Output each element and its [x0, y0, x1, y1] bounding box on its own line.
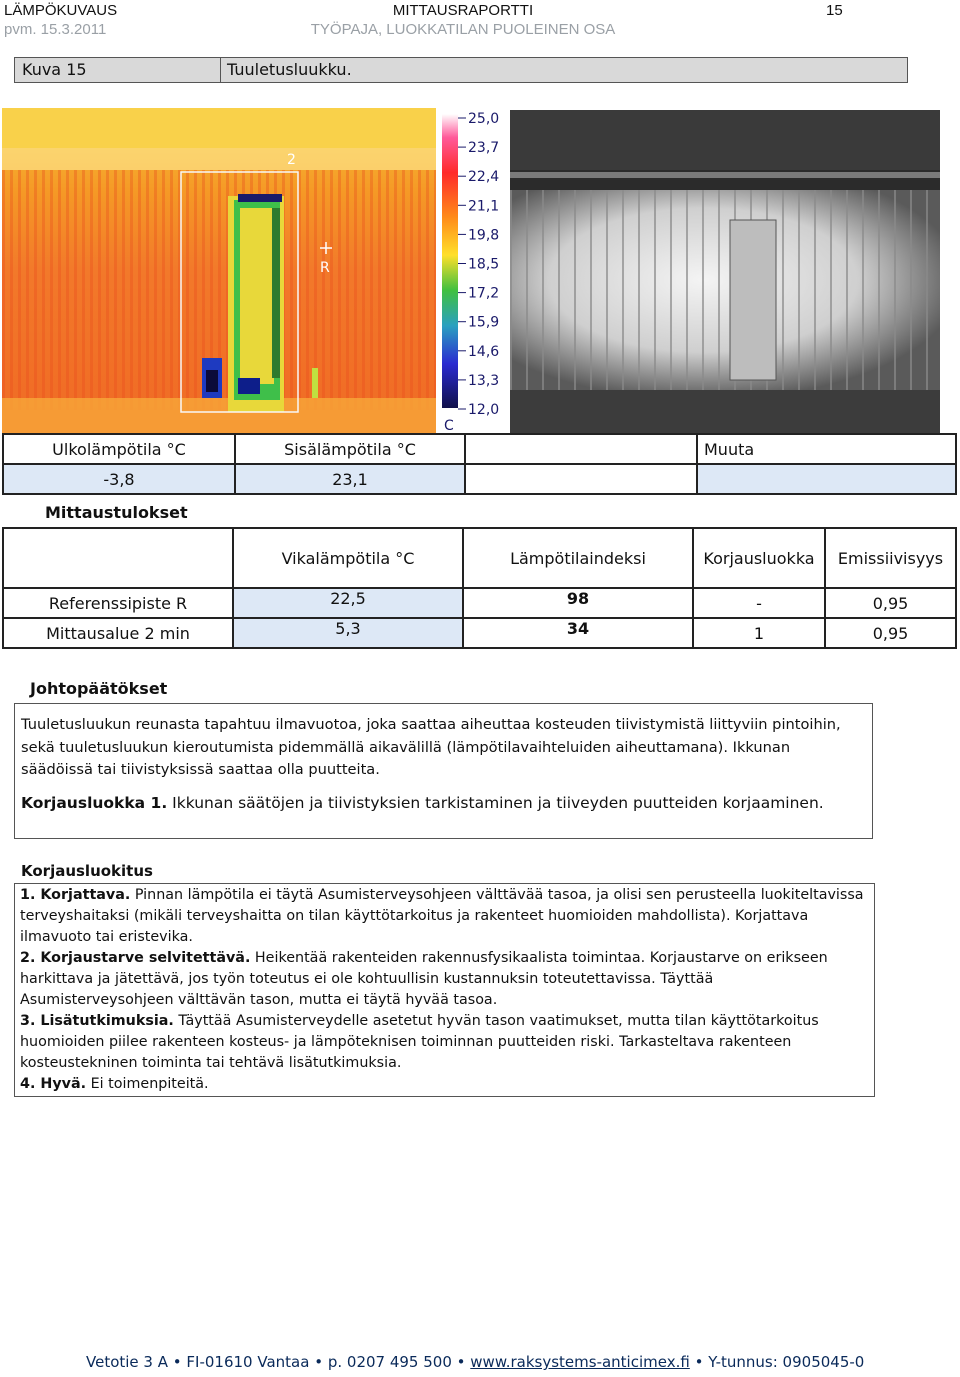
row-name: Referenssipiste R [3, 588, 233, 618]
scale-tick-label: 25,0 [468, 111, 500, 127]
list-item [20, 1074, 869, 1095]
scale-tick-label: 12,0 [468, 402, 500, 418]
classes-title: Korjausluokitus [21, 862, 153, 880]
scale-tick-label: 22,4 [468, 169, 500, 186]
class-text: Pinnan lämpötila ei täytä Asumisterveysohjeen välttävää tasoa, ja olisi sen perusteella luokiteltavissa terveyshaitaksi (mikäli terveyshaitta on tilan käyttötarkoitus ja rakenteet huomioiden mahdollista). Korjattava ilmavuoto tai eristevika. [20, 887, 864, 945]
scale-tick-label: 15,9 [468, 314, 500, 331]
thermal-area-marker: 2 [287, 152, 296, 168]
indoor-temp-value: 23,1 [235, 464, 465, 494]
row-name: Mittausalue 2 min [3, 618, 233, 648]
other-label: Muuta [697, 434, 956, 464]
conclusion-class-text: Ikkunan säätöjen ja tiivistyksien tarkistaminen ja tiiveyden puutteiden korjaaminen. [167, 793, 824, 812]
scale-unit: C [444, 418, 454, 434]
classes-box [14, 883, 875, 1097]
repair-class-value: 1 [693, 618, 825, 648]
thermal-image [2, 108, 436, 434]
class-text: Heikentää rakenteiden rakennusfysikaalista toimintaa. Korjaustarve on erikseen harkittava ja jätettävä, jos työn toteutus ei ole kohtuullisin kustannuksin toteutettavissa. Täyttää Asumisterveysohjeen välttävän tason, mutta ei täytä hyvää tasoa. [20, 950, 828, 1008]
col-temp-index: Lämpötilaindeksi [463, 528, 693, 588]
list-item [20, 885, 869, 948]
temp-index-value: 34 [463, 618, 693, 648]
temp-index-value: 98 [463, 588, 693, 618]
report-type: LÄMPÖKUVAUS [4, 2, 118, 19]
col-fault-temp: Vikalämpötila °C [233, 528, 463, 588]
indoor-temp-label: Sisälämpötila °C [235, 434, 465, 464]
footer-address: Vetotie 3 A [86, 1353, 169, 1371]
conclusions-text: Tuuletusluukun reunasta tapahtuu ilmavuotoa, joka saattaa aiheuttaa kosteuden tiivistymistä liittyviin pintoihin, sekä tuuletusluukun kieroutumista pidemmällä aikavälillä (lämpötilavaihteluiden aiheuttamana). Ikkunan säädöissä tai tiivistyksissä saattaa olla puutteita. [21, 716, 841, 778]
report-title: MITTAUSRAPORTTI [392, 2, 534, 19]
col-emissivity: Emissiivisyys [825, 528, 956, 588]
class-text: Ei toimenpiteitä. [86, 1076, 209, 1092]
window-photo [510, 110, 940, 434]
fault-temp-value: 22,5 [233, 588, 463, 618]
footer-website-link[interactable]: www.raksystems-anticimex.fi [470, 1353, 690, 1371]
emissivity-value: 0,95 [825, 618, 956, 648]
table-row [3, 618, 956, 648]
figure-label: Kuva 15 [22, 60, 87, 79]
figure-caption-bar [14, 57, 908, 83]
class-label: 3. Lisätutkimuksia. [20, 1013, 174, 1029]
footer-postal: FI-01610 Vantaa [186, 1353, 310, 1371]
footer-business-id: Y-tunnus: 0905045-0 [708, 1353, 865, 1371]
page-number: 15 [826, 2, 843, 19]
outdoor-temp-label: Ulkolämpötila °C [3, 434, 235, 464]
report-location: TYÖPAJA, LUOKKATILAN PUOLEINEN OSA [310, 21, 616, 38]
scale-tick-label: 18,5 [468, 256, 500, 273]
class-label: 2. Korjaustarve selvitettävä. [20, 950, 251, 966]
results-title: Mittaustulokset [45, 503, 188, 522]
thermal-ref-marker: R [320, 260, 330, 276]
outdoor-temp-value: -3,8 [3, 464, 235, 494]
col-repair-class: Korjausluokka [693, 528, 825, 588]
scale-tick-label: 13,3 [468, 372, 500, 389]
footer: Vetotie 3 A • FI-01610 Vantaa • p. 0207 495 500 • www.raksystems-anticimex.fi • Y-tunnus: 0905045-0 [86, 1353, 865, 1371]
class-label: 1. Korjattava. [20, 887, 131, 903]
results-table [2, 527, 957, 649]
conclusion-class-label: Korjausluokka 1. [21, 793, 168, 812]
figure-caption: Tuuletusluukku. [227, 60, 352, 79]
footer-phone: p. 0207 495 500 [327, 1353, 452, 1371]
report-date: pvm. 15.3.2011 [4, 21, 107, 38]
scale-tick-label: 14,6 [468, 343, 500, 360]
class-text: Täyttää Asumisterveydelle asetetut hyvän tason vaatimukset, mutta tilan käyttötarkoitus huomioiden piilee rakenteen kosteus- ja lämpöteknisen toiminnan puutteiden riski. Tarkasteltava rakenteen kosteustekninen toiminta tai tehtävä lisätutkimuksia. [20, 1013, 819, 1071]
scale-tick-label: 17,2 [468, 285, 500, 302]
other-value [697, 464, 956, 494]
scale-tick-label: 21,1 [468, 198, 500, 215]
emissivity-value: 0,95 [825, 588, 956, 618]
scale-tick-label: 19,8 [468, 227, 500, 244]
temperature-table [2, 433, 957, 495]
temperature-scale [436, 108, 510, 434]
scale-tick-label: 23,7 [468, 140, 500, 157]
fault-temp-value: 5,3 [233, 618, 463, 648]
table-row [3, 588, 956, 618]
class-label: 4. Hyvä. [20, 1076, 87, 1092]
conclusions-title: Johtopäätökset [30, 679, 168, 698]
conclusions-box [14, 703, 873, 839]
list-item [20, 1011, 869, 1074]
list-item [20, 948, 869, 1011]
repair-class-value: - [693, 588, 825, 618]
